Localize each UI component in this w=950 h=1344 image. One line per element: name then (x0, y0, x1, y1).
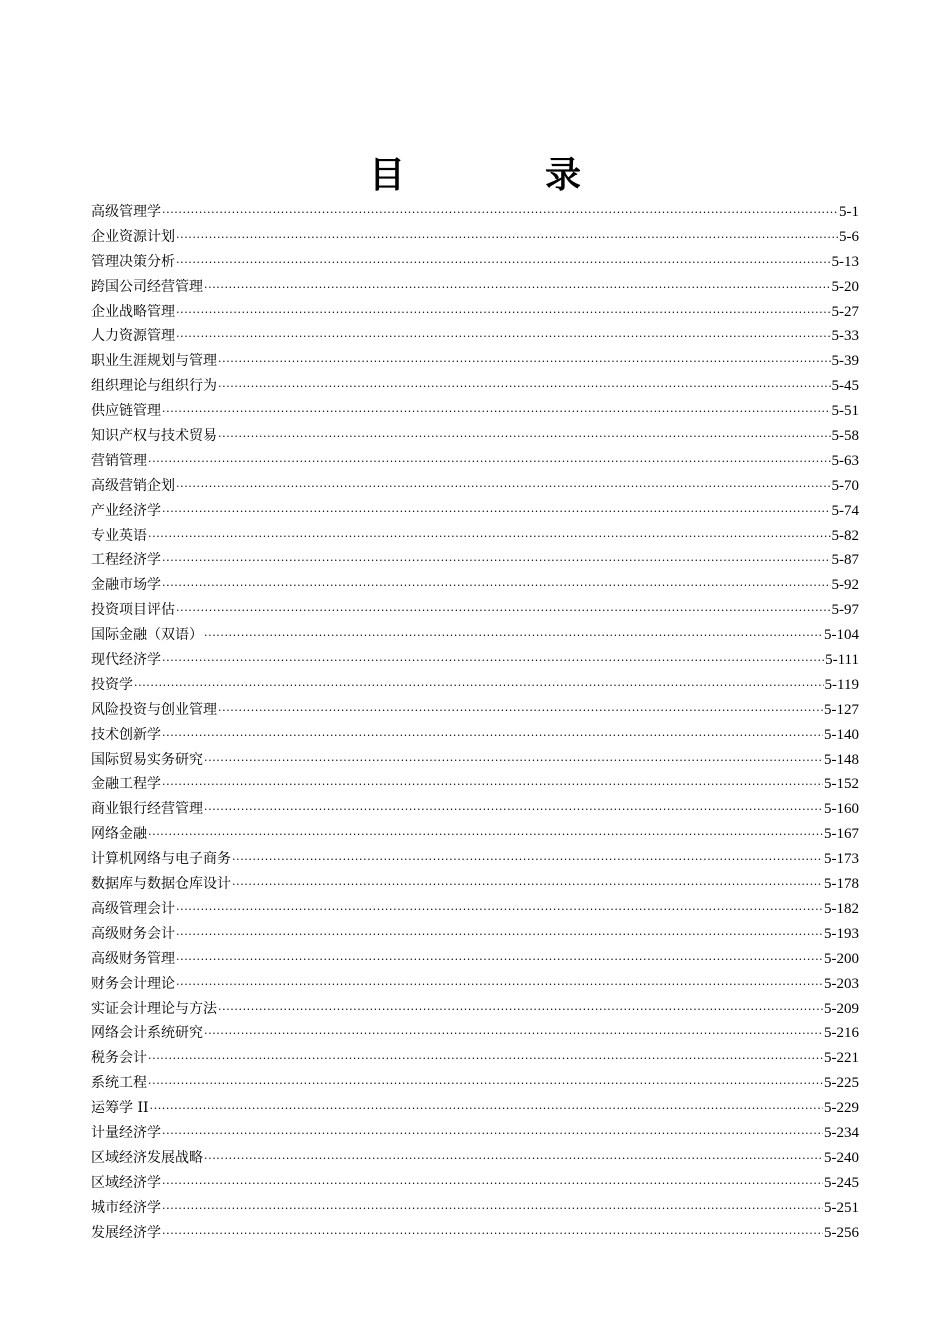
toc-leader-dots (162, 649, 824, 674)
toc-entry-page: 5-127 (824, 701, 859, 718)
toc-entry[interactable] (91, 449, 859, 474)
toc-entry-title: 组织理论与组织行为 (91, 378, 217, 395)
toc-leader-dots (150, 1097, 823, 1122)
toc-entry[interactable] (91, 972, 859, 997)
toc-entry-page: 5-203 (824, 975, 859, 992)
toc-entry-title: 高级财务会计 (91, 925, 175, 942)
toc-entry-title: 职业生涯规划与管理 (91, 353, 217, 370)
toc-entry-title: 企业战略管理 (91, 303, 175, 320)
toc-entry-title: 产业经济学 (91, 502, 161, 519)
toc-entry-page: 5-92 (831, 577, 859, 594)
toc-entry-page: 5-33 (831, 328, 859, 345)
toc-entry-page: 5-104 (824, 627, 859, 644)
toc-entry-title: 高级财务管理 (91, 950, 175, 967)
toc-leader-dots (176, 923, 823, 948)
toc-entry-page: 5-97 (831, 602, 859, 619)
toc-entry-page: 5-216 (824, 1025, 859, 1042)
toc-entry-page: 5-45 (831, 378, 859, 395)
toc-entry-page: 5-221 (824, 1050, 859, 1067)
toc-entry[interactable] (91, 524, 859, 549)
toc-entry-page: 5-152 (824, 776, 859, 793)
toc-entry[interactable] (91, 723, 859, 748)
toc-entry-page: 5-178 (824, 876, 859, 893)
toc-entry-title: 国际贸易实务研究 (91, 751, 203, 768)
toc-entry[interactable] (91, 598, 859, 623)
toc-entry[interactable] (91, 872, 859, 897)
toc-entry[interactable] (91, 748, 859, 773)
toc-entry[interactable] (91, 947, 859, 972)
toc-entry[interactable] (91, 648, 859, 673)
toc-entry-title: 系统工程 (91, 1075, 147, 1092)
toc-leader-dots (176, 325, 831, 350)
toc-entry[interactable] (91, 1071, 859, 1096)
toc-entry-title: 企业资源计划 (91, 228, 175, 245)
toc-entry-title: 高级管理学 (91, 204, 161, 220)
toc-leader-dots (162, 1172, 823, 1197)
toc-entry-page: 5-27 (831, 303, 859, 320)
toc-leader-dots (204, 624, 823, 649)
toc-entry[interactable] (91, 1096, 859, 1121)
toc-leader-dots (204, 798, 823, 823)
toc-entry-page: 5-63 (831, 452, 859, 469)
toc-entry-page: 5-245 (824, 1174, 859, 1191)
toc-entry-page: 5-74 (831, 502, 859, 519)
toc-entry-title: 技术创新学 (91, 726, 161, 743)
toc-entry-title: 投资项目评估 (91, 602, 175, 619)
toc-entry-title: 高级管理会计 (91, 900, 175, 917)
toc-entry[interactable] (91, 374, 859, 399)
toc-entry-title: 人力资源管理 (91, 328, 175, 345)
toc-entry[interactable] (91, 698, 859, 723)
toc-entry[interactable] (91, 1121, 859, 1146)
toc-leader-dots (218, 375, 831, 400)
toc-leader-dots (176, 475, 831, 500)
toc-entry-page: 5-119 (824, 676, 859, 693)
toc-leader-dots (162, 400, 831, 425)
toc-leader-dots (204, 1022, 823, 1047)
toc-entry-title: 计量经济学 (91, 1124, 161, 1141)
toc-entry-page: 5-251 (824, 1199, 859, 1216)
toc-leader-dots (162, 549, 831, 574)
table-of-contents (91, 200, 859, 1245)
toc-leader-dots (162, 1122, 823, 1147)
toc-entry[interactable] (91, 847, 859, 872)
toc-entry-title: 网络金融 (91, 826, 147, 843)
toc-entry-title: 现代经济学 (91, 652, 161, 669)
toc-entry[interactable] (91, 1221, 859, 1246)
toc-leader-dots (162, 1222, 823, 1247)
toc-leader-dots (162, 773, 823, 798)
toc-leader-dots (134, 674, 824, 699)
toc-entry-title: 跨国公司经营管理 (91, 278, 203, 295)
toc-entry[interactable] (91, 573, 859, 598)
toc-leader-dots (148, 450, 831, 475)
toc-entry[interactable] (91, 673, 859, 698)
toc-entry-title: 供应链管理 (91, 403, 161, 420)
toc-entry-page: 5-148 (824, 751, 859, 768)
toc-entry-title: 区域经济发展战略 (91, 1149, 203, 1166)
page-title: 目 录 (368, 155, 633, 197)
toc-entry-page: 5-51 (831, 403, 859, 420)
toc-entry[interactable] (91, 300, 859, 325)
toc-entry[interactable] (91, 1046, 859, 1071)
toc-leader-dots (218, 699, 823, 724)
toc-leader-dots (218, 350, 831, 375)
toc-entry-page: 5-111 (825, 652, 859, 669)
toc-leader-dots (204, 749, 823, 774)
toc-entry-page: 5-6 (839, 228, 859, 245)
toc-entry-page: 5-87 (831, 552, 859, 569)
toc-entry[interactable] (91, 623, 859, 648)
toc-leader-dots (218, 425, 831, 450)
toc-entry[interactable] (91, 474, 859, 499)
toc-entry-page: 5-140 (824, 726, 859, 743)
toc-entry[interactable] (91, 772, 859, 797)
toc-entry[interactable] (91, 997, 859, 1022)
toc-entry-title: 城市经济学 (91, 1199, 161, 1216)
toc-leader-dots (176, 973, 823, 998)
toc-entry-title: 知识产权与技术贸易 (91, 428, 217, 445)
toc-leader-dots (176, 226, 838, 251)
toc-entry[interactable] (91, 548, 859, 573)
toc-entry-title: 国际金融（双语） (91, 627, 203, 644)
toc-entry-page: 5-229 (824, 1100, 859, 1117)
toc-entry-page: 5-256 (824, 1224, 859, 1241)
toc-entry-page: 5-20 (831, 278, 859, 295)
toc-entry-page: 5-182 (824, 900, 859, 917)
toc-entry-page: 5-167 (824, 826, 859, 843)
toc-entry-title: 发展经济学 (91, 1224, 161, 1241)
toc-entry-page: 5-82 (831, 527, 859, 544)
toc-entry[interactable] (91, 399, 859, 424)
toc-entry[interactable] (91, 424, 859, 449)
toc-leader-dots (176, 251, 831, 276)
toc-entry-page: 5-39 (831, 353, 859, 370)
toc-entry[interactable] (91, 1171, 859, 1196)
toc-leader-dots (148, 823, 823, 848)
toc-entry[interactable] (91, 1021, 859, 1046)
toc-entry-page: 5-173 (824, 851, 859, 868)
toc-entry[interactable] (91, 922, 859, 947)
toc-entry-page: 5-58 (831, 428, 859, 445)
toc-leader-dots (148, 1072, 823, 1097)
toc-entry[interactable] (91, 349, 859, 374)
toc-entry[interactable] (91, 250, 859, 275)
toc-leader-dots (232, 873, 823, 898)
toc-entry-title: 高级营销企划 (91, 477, 175, 494)
toc-entry-title: 工程经济学 (91, 552, 161, 569)
toc-entry[interactable] (91, 324, 859, 349)
toc-leader-dots (176, 948, 823, 973)
toc-entry-page: 5-193 (824, 925, 859, 942)
toc-leader-dots (148, 525, 831, 550)
toc-entry[interactable] (91, 1196, 859, 1221)
toc-leader-dots (162, 574, 831, 599)
toc-leader-dots (204, 1147, 823, 1172)
toc-entry-title: 数据库与数据仓库设计 (91, 876, 231, 893)
toc-leader-dots (232, 848, 823, 873)
toc-entry-title: 税务会计 (91, 1050, 147, 1067)
toc-entry[interactable] (91, 897, 859, 922)
toc-entry-page: 5-70 (831, 477, 859, 494)
toc-leader-dots (162, 1197, 823, 1222)
toc-entry-title: 运筹学 II (91, 1100, 149, 1117)
toc-leader-dots (176, 301, 831, 326)
toc-entry-title: 商业银行经营管理 (91, 801, 203, 818)
toc-entry-title: 投资学 (91, 676, 133, 693)
toc-entry[interactable] (91, 200, 859, 225)
toc-leader-dots (162, 724, 823, 749)
toc-leader-dots (162, 201, 838, 226)
toc-entry-page: 5-209 (824, 1000, 859, 1017)
toc-entry-title: 管理决策分析 (91, 253, 175, 270)
toc-entry[interactable] (91, 275, 859, 300)
toc-entry-title: 金融市场学 (91, 577, 161, 594)
toc-entry-title: 实证会计理论与方法 (91, 1000, 217, 1017)
toc-entry[interactable] (91, 822, 859, 847)
toc-entry-title: 区域经济学 (91, 1174, 161, 1191)
toc-leader-dots (148, 1047, 823, 1072)
toc-entry-page: 5-200 (824, 950, 859, 967)
toc-leader-dots (218, 998, 823, 1023)
toc-entry-title: 计算机网络与电子商务 (91, 851, 231, 868)
toc-entry-title: 专业英语 (91, 527, 147, 544)
toc-entry[interactable] (91, 1146, 859, 1171)
toc-leader-dots (204, 276, 831, 301)
toc-entry-title: 网络会计系统研究 (91, 1025, 203, 1042)
toc-entry-page: 5-160 (824, 801, 859, 818)
toc-entry-title: 营销管理 (91, 452, 147, 469)
toc-entry[interactable] (91, 797, 859, 822)
toc-entry-page: 5-240 (824, 1149, 859, 1166)
toc-entry[interactable] (91, 499, 859, 524)
toc-entry[interactable] (91, 225, 859, 250)
toc-entry-page: 5-13 (831, 253, 859, 270)
toc-leader-dots (176, 898, 823, 923)
toc-entry-title: 金融工程学 (91, 776, 161, 793)
toc-entry-page: 5-225 (824, 1075, 859, 1092)
toc-leader-dots (176, 599, 831, 624)
toc-entry-title: 风险投资与创业管理 (91, 701, 217, 718)
toc-entry-page: 5-234 (824, 1124, 859, 1141)
toc-entry-title: 财务会计理论 (91, 975, 175, 992)
toc-entry-page: 5-1 (839, 204, 859, 220)
toc-leader-dots (162, 500, 831, 525)
